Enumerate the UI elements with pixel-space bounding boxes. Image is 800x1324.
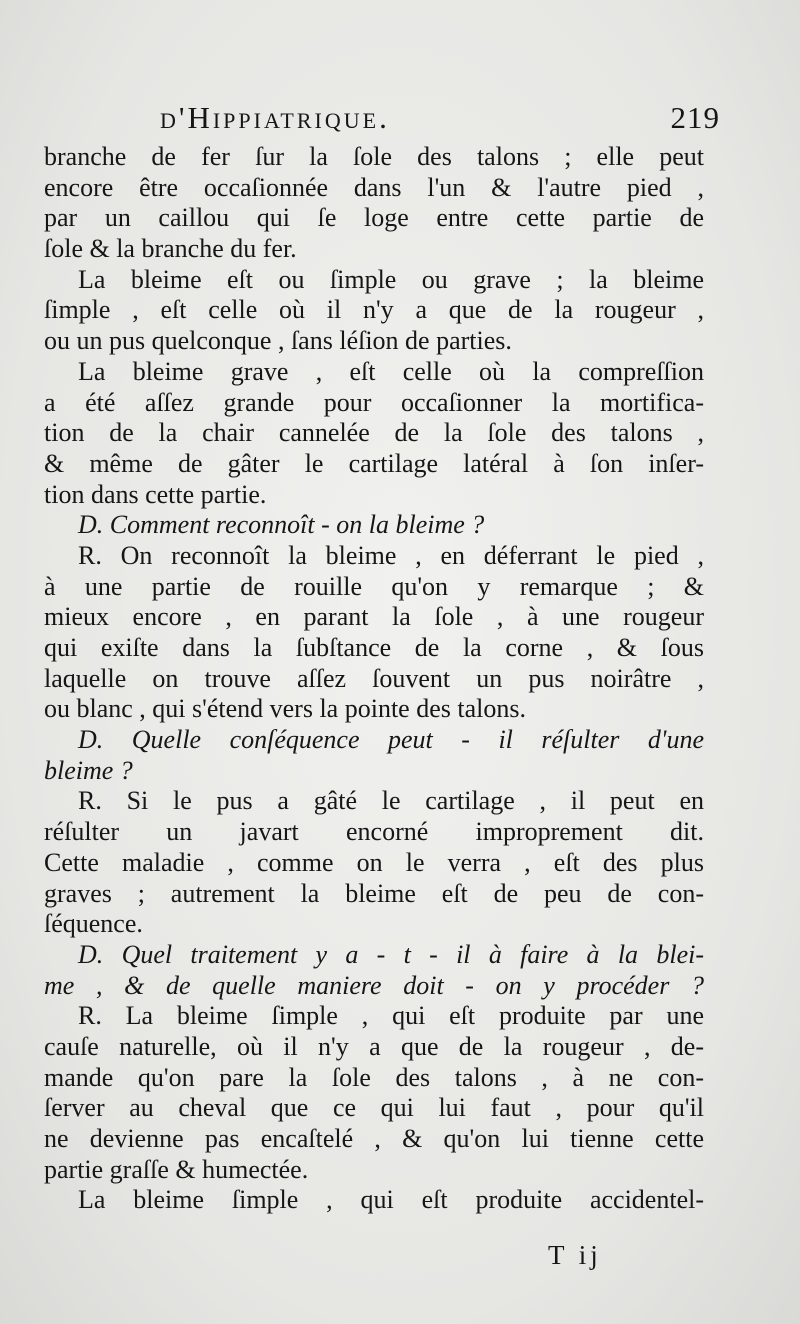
text-line: graves ; autrement la bleime eſt de peu de con- xyxy=(44,878,704,908)
text-line: ſéquence. xyxy=(44,909,143,939)
text-line: partie graſſe & humectée. xyxy=(44,1154,309,1184)
text-line: ou blanc , qui s'étend vers la pointe des talons. xyxy=(44,694,526,724)
answer-line: R. On reconnoît la bleime , en déferrant le pied , xyxy=(78,540,704,570)
text-line: laquelle on trouve aſſez ſouvent un pus noirâtre , xyxy=(44,663,704,693)
text-line: qui exiſte dans la ſubſtance de la corne , & ſous xyxy=(44,633,704,662)
text-line: branche de fer ſur la ſole des talons ; elle peut xyxy=(44,142,704,171)
text-line: mieux encore , en parant la ſole , à une rougeur xyxy=(44,602,704,632)
text-line: par un caillou qui ſe loge entre cette partie de xyxy=(44,203,704,233)
page-number: 219 xyxy=(670,100,720,135)
question-line: D. Quel traitement y a - t - il à faire à la blei- xyxy=(78,939,704,969)
body-text xyxy=(44,142,704,1216)
page-header xyxy=(160,100,720,136)
text-line: ne devienne pas encaſtelé , & qu'on lui tienne cette xyxy=(44,1124,704,1153)
text-line: ſerver au cheval que ce qui lui faut , pour qu'il xyxy=(44,1093,704,1123)
question-line: me , & de quelle maniere doit - on y procéder ? xyxy=(44,970,704,1000)
question-line: bleime ? xyxy=(44,755,133,785)
text-line: tion dans cette partie. xyxy=(44,479,267,509)
text-line: ſimple , eſt celle où il n'y a que de la rougeur , xyxy=(44,295,704,325)
answer-line: R. La bleime ſimple , qui eſt produite par une xyxy=(78,1001,704,1031)
text-line: encore être occaſionnée dans l'un & l'autre pied , xyxy=(44,172,704,202)
text-line: La bleime ſimple , qui eſt produite accidentel- xyxy=(78,1185,704,1215)
text-line: La bleime eſt ou ſimple ou grave ; la bleime xyxy=(78,264,704,294)
text-line: a été aſſez grande pour occaſionner la mortifica- xyxy=(44,387,704,417)
text-line: Cette maladie , comme on le verra , eſt des plus xyxy=(44,847,704,877)
running-title: d'Hippiatrique. xyxy=(160,100,390,135)
text-line: réſulter un javart encorné improprement dit. xyxy=(44,817,704,847)
text-line: La bleime grave , eſt celle où la compreſſion xyxy=(78,356,704,386)
question-line: D. Quelle conſéquence peut - il réſulter d'une xyxy=(78,725,704,755)
text-line: à une partie de rouille qu'on y remarque ; & xyxy=(44,571,704,601)
text-line: mande qu'on pare la ſole des talons , à ne con- xyxy=(44,1062,704,1092)
answer-line: R. Si le pus a gâté le cartilage , il peut en xyxy=(78,786,704,816)
question-line: D. Comment reconnoît - on la bleime ? xyxy=(78,510,485,540)
text-line: ſole & la branche du fer. xyxy=(44,234,297,264)
text-line: cauſe naturelle, où il n'y a que de la rougeur , de- xyxy=(44,1031,704,1061)
text-line: ou un pus quelconque , ſans léſion de parties. xyxy=(44,326,512,356)
signature-mark: T ij xyxy=(548,1240,602,1270)
text-line: tion de la chair cannelée de la ſole des talons , xyxy=(44,418,704,448)
text-line: & même de gâter le cartilage latéral à ſon inſer- xyxy=(44,448,704,478)
